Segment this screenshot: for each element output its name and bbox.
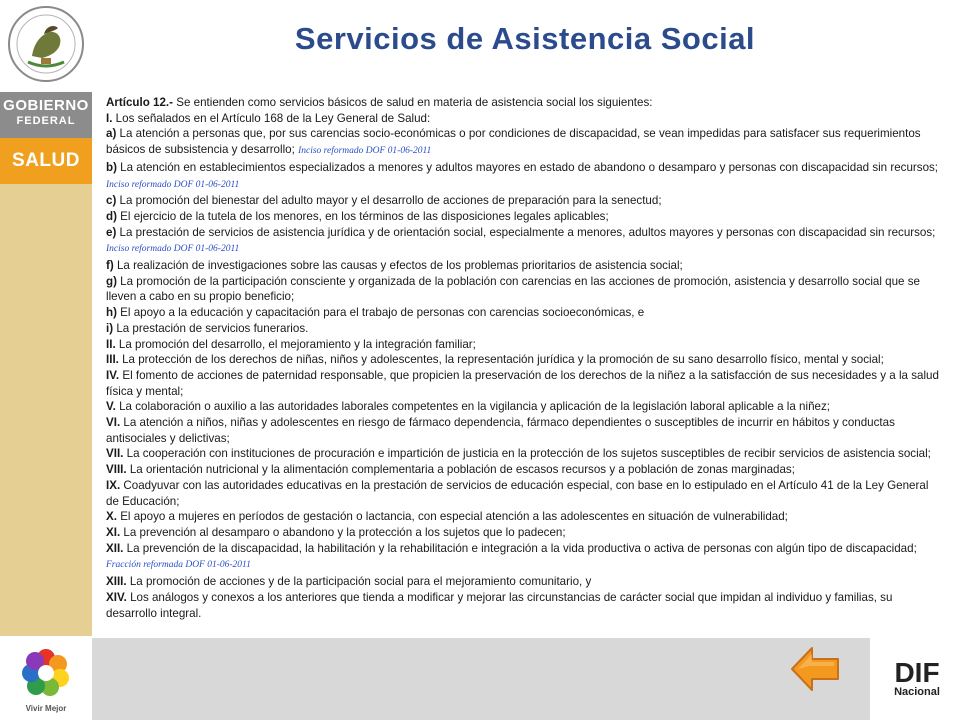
fraction-IX: IX. Coadyuvar con las autoridades educativas en la prestación de servicios de educación especial, con base en lo estipulado en el Artículo 41 de la Ley General de Educación; <box>106 478 929 508</box>
vivir-mejor-flower-icon <box>20 646 72 698</box>
mexican-coat-of-arms-icon <box>6 4 86 84</box>
inciso-f: f) La realización de investigaciones sobre las causas y efectos de los problemas prioritarios de asistencia social; <box>106 259 683 273</box>
article-number: Artículo 12.- <box>106 96 173 109</box>
dif-nacional-label: Nacional <box>894 686 940 698</box>
salud-banner: SALUD <box>0 138 92 184</box>
fraction-VI: VI. La atención a niños, niñas y adolescentes en riesgo de fármaco dependencia, fármaco dependientes o susceptibles de incurrir en hábitos y conductas antisociales y delictivas; <box>106 416 895 445</box>
fraction-III: III. La protección de los derechos de niñas, niños y adolescentes, la representación jurídica y la promoción de su sano desarrollo físico, mental y social; <box>106 353 884 367</box>
footer-bar <box>92 638 870 720</box>
inciso-i: i) La prestación de servicios funerarios. <box>106 321 309 335</box>
reform-note: Inciso reformado DOF 01-06-2011 <box>106 179 240 190</box>
fraction-I: I. Los señalados en el Artículo 168 de la Ley General de Salud: <box>106 111 431 125</box>
fraction-IV: IV. El fomento de acciones de paternidad responsable, que propicien la preservación de los derechos de la niñez a la satisfacción de sus necesidades y a la salud física y mental; <box>106 368 939 398</box>
vivir-mejor-logo <box>0 636 92 720</box>
fraction-XIV: XIV. Los análogos y conexos a los anteriores que tienda a modificar y mejorar las circunstancias de carácter social que impidan al individuo y familias, su desarrollo integral. <box>106 590 893 620</box>
inciso-e: e) La prestación de servicios de asistencia jurídica y de orientación social, especialmente a menores, adultos mayores y personas con discapacidad sin recursos; Inciso reformado DOF 01-06-2011 <box>106 225 936 255</box>
fraction-XI: XI. La prevención al desamparo o abandono y la protección a los sujetos que lo padecen; <box>106 525 566 539</box>
dif-text: DIF <box>894 657 940 688</box>
fraction-XII: XII. La prevención de la discapacidad, la habilitación y la rehabilitación e integración a la vida productiva o activa de personas con algún tipo de discapacidad; <box>106 541 917 555</box>
federal-label: FEDERAL <box>16 115 76 127</box>
fraction-VII: VII. La cooperación con instituciones de procuración e impartición de justicia en la protección de los sujetos susceptibles de recibir servicios de asistencia social; <box>106 447 931 461</box>
sidebar-decoration <box>0 184 92 636</box>
fraction-X: X. El apoyo a mujeres en períodos de gestación o lactancia, con especial atención a las adolescentes en situación de vulnerabilidad; <box>106 510 788 524</box>
article-heading: Artículo 12.- Se entienden como servicios básicos de salud en materia de asistencia social los siguientes: <box>106 96 653 109</box>
vivir-mejor-label: Vivir Mejor <box>25 704 67 713</box>
reform-note: Inciso reformado DOF 01-06-2011 <box>298 146 432 157</box>
fraction-XIII: XIII. La promoción de acciones y de la participación social para el mejoramiento comunitario, y <box>106 575 592 589</box>
inciso-a: a) La atención a personas que, por sus carencias socio-económicas o por condiciones de discapacidad, se vean impedidas para satisfacer sus requerimientos básicos de subsistencia y desarrollo; Inciso reformado DOF 01-06-2011 <box>106 127 921 157</box>
reform-note: Inciso reformado DOF 01-06-2011 <box>106 244 240 255</box>
fraction-V: V. La colaboración o auxilio a las autoridades laborales competentes en la vigilancia y aplicación de la legislación laboral aplicable a la niñez; <box>106 400 830 414</box>
fraction-II: II. La promoción del desarrollo, el mejoramiento y la integración familiar; <box>106 337 476 351</box>
reform-note: Fracción reformada DOF 01-06-2011 <box>106 560 251 571</box>
inciso-c: c) La promoción del bienestar del adulto mayor y el desarrollo de acciones de preparación para la senectud; <box>106 194 662 208</box>
inciso-h: h) El apoyo a la educación y capacitación para el trabajo de personas con carencias socioeconómicas, e <box>106 306 645 320</box>
article-text <box>106 95 942 621</box>
fraction-VIII: VIII. La orientación nutricional y la alimentación complementaria a población de escasos recursos y a población de zonas marginadas; <box>106 463 795 477</box>
inciso-g: g) La promoción de la participación consciente y organizada de la población con carencias en las acciones de promoción, asistencia y desarrollo social que se lleven a cabo en su propio beneficio; <box>106 274 920 304</box>
gobierno-label: GOBIERNO <box>3 97 89 114</box>
page-title: Servicios de Asistencia Social <box>294 21 756 56</box>
gobierno-federal-banner <box>0 92 92 138</box>
left-arrow-icon[interactable] <box>790 644 842 694</box>
inciso-b: b) La atención en establecimientos especializados a menores y adultos mayores en estado de abandono o desamparo y personas con discapacidad sin recursos; Inciso reformado DOF 01-06-2011 <box>106 160 939 190</box>
fraction-XII-reform <box>106 556 942 574</box>
inciso-d: d) El ejercicio de la tutela de los menores, en los términos de las disposiciones legales aplicables; <box>106 209 609 223</box>
